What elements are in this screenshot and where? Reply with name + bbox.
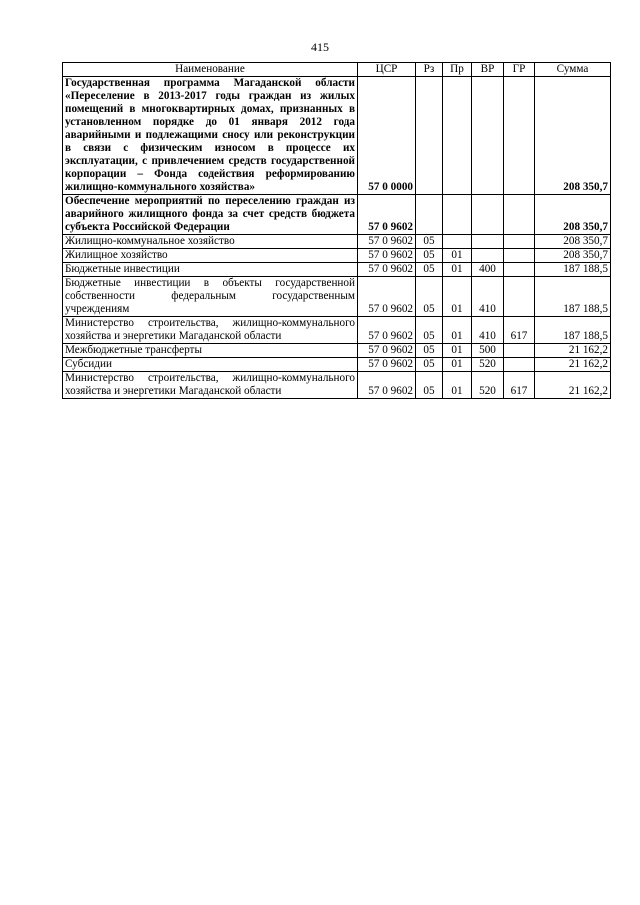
row-name: Министерство строительства, жилищно-коммунального хозяйства и энергетики Магаданской области	[63, 372, 358, 399]
table-row	[63, 263, 611, 277]
row-rz: 05	[416, 277, 443, 317]
table-row	[63, 372, 611, 399]
table-row	[63, 249, 611, 263]
row-gr	[504, 235, 535, 249]
row-name: Бюджетные инвестиции	[63, 263, 358, 277]
row-gr	[504, 358, 535, 372]
row-name: Субсидии	[63, 358, 358, 372]
row-pr	[443, 195, 472, 235]
row-gr	[504, 77, 535, 195]
table-row	[63, 317, 611, 344]
row-vr: 400	[472, 263, 504, 277]
row-csr: 57 0 9602	[358, 372, 416, 399]
row-gr	[504, 344, 535, 358]
row-pr: 01	[443, 249, 472, 263]
row-csr: 57 0 9602	[358, 235, 416, 249]
row-pr: 01	[443, 358, 472, 372]
row-gr	[504, 249, 535, 263]
row-rz: 05	[416, 344, 443, 358]
row-sum: 208 350,7	[535, 77, 611, 195]
column-header-gr: ГР	[504, 63, 535, 77]
row-csr: 57 0 9602	[358, 344, 416, 358]
row-csr: 57 0 9602	[358, 317, 416, 344]
row-sum: 187 188,5	[535, 277, 611, 317]
row-pr: 01	[443, 277, 472, 317]
row-name: Жилищно-коммунальное хозяйство	[63, 235, 358, 249]
row-pr: 01	[443, 344, 472, 358]
column-header-vr: ВР	[472, 63, 504, 77]
row-vr	[472, 249, 504, 263]
row-vr: 410	[472, 317, 504, 344]
row-name: Межбюджетные трансферты	[63, 344, 358, 358]
column-header-pr: Пр	[443, 63, 472, 77]
row-vr	[472, 195, 504, 235]
table-header-row	[63, 63, 611, 77]
row-csr: 57 0 9602	[358, 195, 416, 235]
row-sum: 21 162,2	[535, 372, 611, 399]
budget-table	[62, 62, 611, 399]
row-csr: 57 0 9602	[358, 249, 416, 263]
table-row	[63, 195, 611, 235]
row-rz: 05	[416, 235, 443, 249]
row-vr	[472, 77, 504, 195]
row-name: Обеспечение мероприятий по переселению граждан из аварийного жилищного фонда за счет средств бюджета субъекта Российской Федерации	[63, 195, 358, 235]
row-rz: 05	[416, 358, 443, 372]
row-pr: 01	[443, 263, 472, 277]
table-row	[63, 235, 611, 249]
row-csr: 57 0 9602	[358, 277, 416, 317]
row-rz	[416, 195, 443, 235]
row-sum: 208 350,7	[535, 235, 611, 249]
row-pr: 01	[443, 317, 472, 344]
column-header-rz: Рз	[416, 63, 443, 77]
row-sum: 21 162,2	[535, 358, 611, 372]
row-csr: 57 0 0000	[358, 77, 416, 195]
row-vr: 500	[472, 344, 504, 358]
row-vr: 520	[472, 358, 504, 372]
row-rz: 05	[416, 263, 443, 277]
row-rz: 05	[416, 249, 443, 263]
row-name: Жилищное хозяйство	[63, 249, 358, 263]
row-gr	[504, 263, 535, 277]
row-gr	[504, 277, 535, 317]
row-sum: 187 188,5	[535, 317, 611, 344]
column-header-sum: Сумма	[535, 63, 611, 77]
table-row	[63, 77, 611, 195]
table-row	[63, 358, 611, 372]
row-name: Министерство строительства, жилищно-коммунального хозяйства и энергетики Магаданской области	[63, 317, 358, 344]
row-name: Бюджетные инвестиции в объекты государственной собственности федеральным государственным учреждениям	[63, 277, 358, 317]
row-rz: 05	[416, 372, 443, 399]
column-header-csr: ЦСР	[358, 63, 416, 77]
row-sum: 21 162,2	[535, 344, 611, 358]
row-name: Государственная программа Магаданской области «Переселение в 2013-2017 годы граждан из жилых помещений в многоквартирных домах, признанных в установленном порядке до 01 января 2012 года аварийными и подлежащими сносу или реконструкции в связи с физическим износом в процессе их эксплуатации, с привлечением средств государственной корпорации – Фонда содействия реформированию жилищно-коммунального хозяйства»	[63, 77, 358, 195]
row-gr: 617	[504, 317, 535, 344]
row-pr	[443, 235, 472, 249]
row-vr	[472, 235, 504, 249]
page-number: 415	[311, 40, 329, 54]
table-row	[63, 277, 611, 317]
row-rz: 05	[416, 317, 443, 344]
row-sum: 187 188,5	[535, 263, 611, 277]
row-pr	[443, 77, 472, 195]
table-row	[63, 344, 611, 358]
row-sum: 208 350,7	[535, 249, 611, 263]
row-gr	[504, 195, 535, 235]
row-csr: 57 0 9602	[358, 358, 416, 372]
row-csr: 57 0 9602	[358, 263, 416, 277]
row-vr: 520	[472, 372, 504, 399]
row-pr: 01	[443, 372, 472, 399]
row-vr: 410	[472, 277, 504, 317]
row-sum: 208 350,7	[535, 195, 611, 235]
row-rz	[416, 77, 443, 195]
row-gr: 617	[504, 372, 535, 399]
column-header-name: Наименование	[63, 63, 358, 77]
